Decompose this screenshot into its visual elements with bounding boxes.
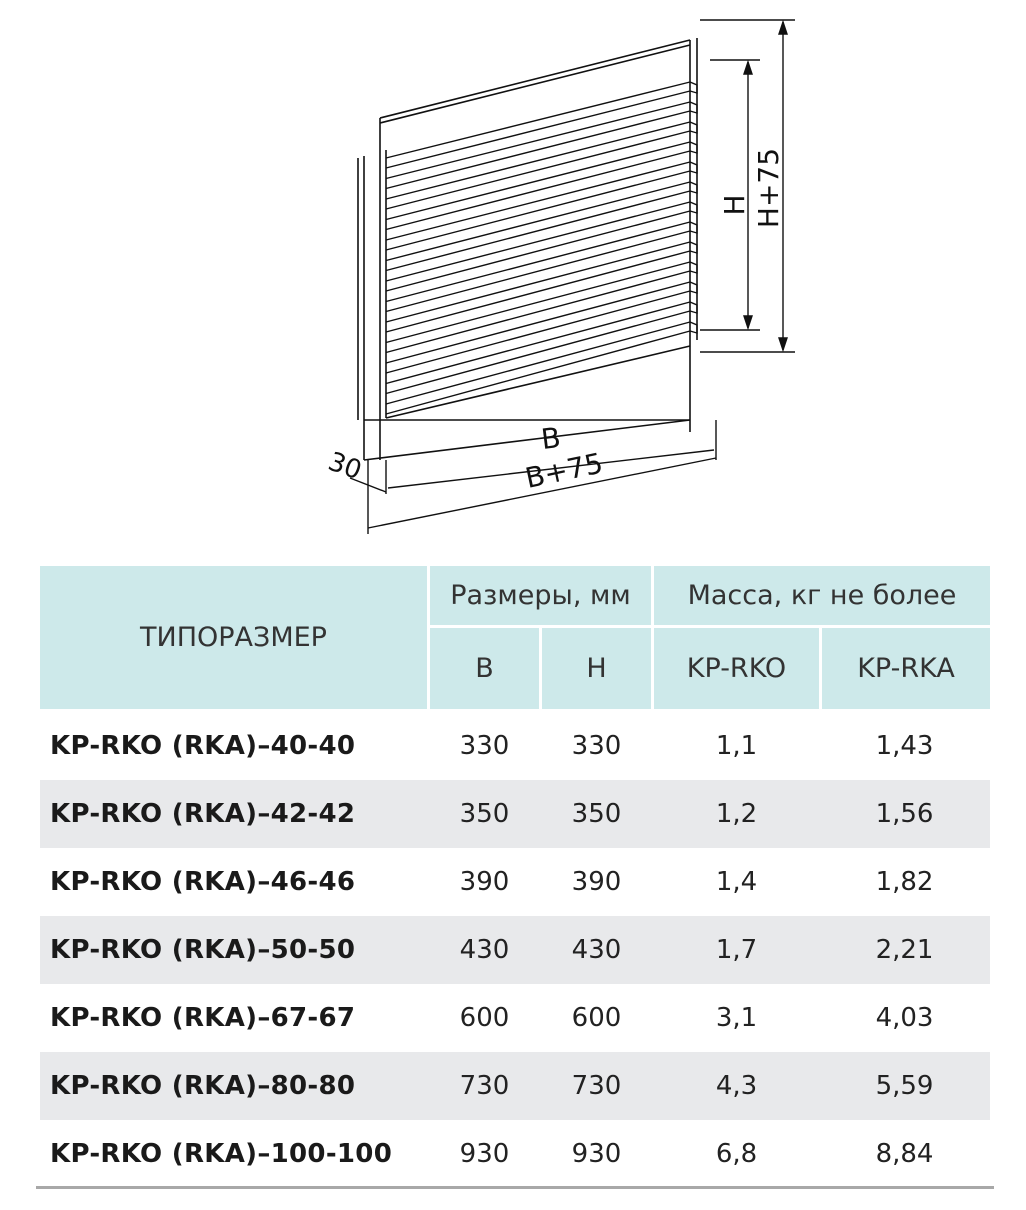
cell-h: 330 [571, 731, 622, 761]
cell-type-size: KP-RKO (RKA)–40-40 [50, 731, 356, 761]
cell-h: 600 [571, 1003, 622, 1033]
slat-tip [690, 102, 697, 113]
cell-h: 930 [571, 1139, 622, 1169]
slat-line [386, 262, 690, 343]
cell-b: 730 [430, 1052, 542, 1120]
slat-line [386, 171, 690, 250]
cell-kp-rko: 6,8 [715, 1139, 758, 1169]
cell-b: 330 [459, 731, 510, 761]
slat-tip [690, 322, 697, 333]
slat-line [386, 242, 690, 322]
header-mass: Масса, кг не более [654, 566, 990, 628]
slat-tip [690, 242, 697, 253]
cell-kp-rka: 1,56 [822, 780, 990, 848]
slat-tip [690, 122, 697, 133]
slat-line [386, 142, 690, 220]
slat-line [386, 222, 690, 302]
cell-b: 430 [430, 916, 542, 984]
table-row [40, 1120, 990, 1188]
header-dimensions: Размеры, мм [430, 566, 654, 628]
grille-technical-drawing [0, 0, 1026, 560]
cell-kp-rka: 2,21 [822, 916, 990, 984]
header-kp-rka: KP-RKA [822, 628, 990, 712]
slat-line [386, 122, 690, 199]
slat-tip [690, 82, 697, 93]
grille-slats [386, 82, 697, 414]
slat-line [386, 151, 690, 230]
slat-tip [690, 142, 697, 153]
slat-line [386, 131, 690, 209]
slat-tip [690, 222, 697, 233]
slat-line [386, 162, 690, 240]
table-row [40, 712, 990, 780]
table-row [40, 780, 990, 848]
cell-h: 350 [542, 780, 654, 848]
cell-h: 730 [542, 1052, 654, 1120]
table-row [40, 848, 990, 916]
slat-tip [690, 282, 697, 293]
slat-line [386, 111, 690, 189]
slat-tip [690, 262, 697, 273]
cell-kp-rko: 3,1 [715, 1003, 758, 1033]
dim-label-b: B [539, 421, 563, 457]
cell-type-size: KP-RKO (RKA)–50-50 [40, 916, 430, 984]
cell-kp-rko: 4,3 [654, 1052, 822, 1120]
cell-kp-rka: 5,59 [822, 1052, 990, 1120]
slat-line [386, 102, 690, 179]
slat-line [386, 91, 690, 168]
cell-kp-rko: 1,4 [715, 867, 758, 897]
table-row [40, 1052, 990, 1120]
slat-line [386, 182, 690, 261]
cell-kp-rka: 1,82 [875, 867, 934, 897]
slat-tip [690, 162, 697, 173]
bottom-rule [36, 1186, 994, 1189]
slat-line [386, 191, 690, 271]
header-kp-rko: KP-RKO [654, 628, 822, 712]
header-type-size: ТИПОРАЗМЕР [40, 566, 430, 712]
cell-kp-rka: 8,84 [875, 1139, 934, 1169]
cell-b: 350 [430, 780, 542, 848]
slat-line [386, 311, 690, 394]
cell-kp-rka: 1,43 [875, 731, 934, 761]
slat-line [386, 282, 690, 363]
slat-line [386, 202, 690, 281]
cell-b: 930 [459, 1139, 510, 1169]
header-b: B [430, 628, 542, 712]
spec-table [40, 566, 990, 1188]
cell-h: 390 [571, 867, 622, 897]
slat-tip [690, 202, 697, 213]
cell-type-size: KP-RKO (RKA)–80-80 [40, 1052, 430, 1120]
grille-outline [358, 38, 697, 460]
cell-h: 430 [542, 916, 654, 984]
cell-kp-rka: 4,03 [875, 1003, 934, 1033]
cell-type-size: KP-RKO (RKA)–42-42 [40, 780, 430, 848]
cell-kp-rko: 1,7 [654, 916, 822, 984]
cell-type-size: KP-RKO (RKA)–100-100 [50, 1139, 393, 1169]
table-body [40, 712, 990, 1188]
cell-kp-rko: 1,1 [715, 731, 758, 761]
slat-tip [690, 302, 697, 313]
cell-type-size: KP-RKO (RKA)–67-67 [50, 1003, 356, 1033]
slat-line [386, 291, 690, 373]
header-h: H [542, 628, 654, 712]
dim-label-depth: 30 [324, 446, 366, 487]
table-row [40, 984, 990, 1052]
slat-line [386, 322, 690, 404]
slat-line [386, 82, 690, 158]
slat-line [386, 271, 690, 353]
cell-kp-rko: 1,2 [654, 780, 822, 848]
dim-label-b75: B+75 [522, 446, 606, 495]
slat-line [386, 231, 690, 312]
table-row [40, 916, 990, 984]
cell-b: 600 [459, 1003, 510, 1033]
dim-label-h: H [718, 194, 751, 216]
slat-line [386, 211, 690, 291]
dim-label-h75: H+75 [752, 147, 785, 229]
cell-type-size: KP-RKO (RKA)–46-46 [50, 867, 356, 897]
cell-b: 390 [459, 867, 510, 897]
slat-tip [690, 182, 697, 193]
slat-line [386, 251, 690, 332]
